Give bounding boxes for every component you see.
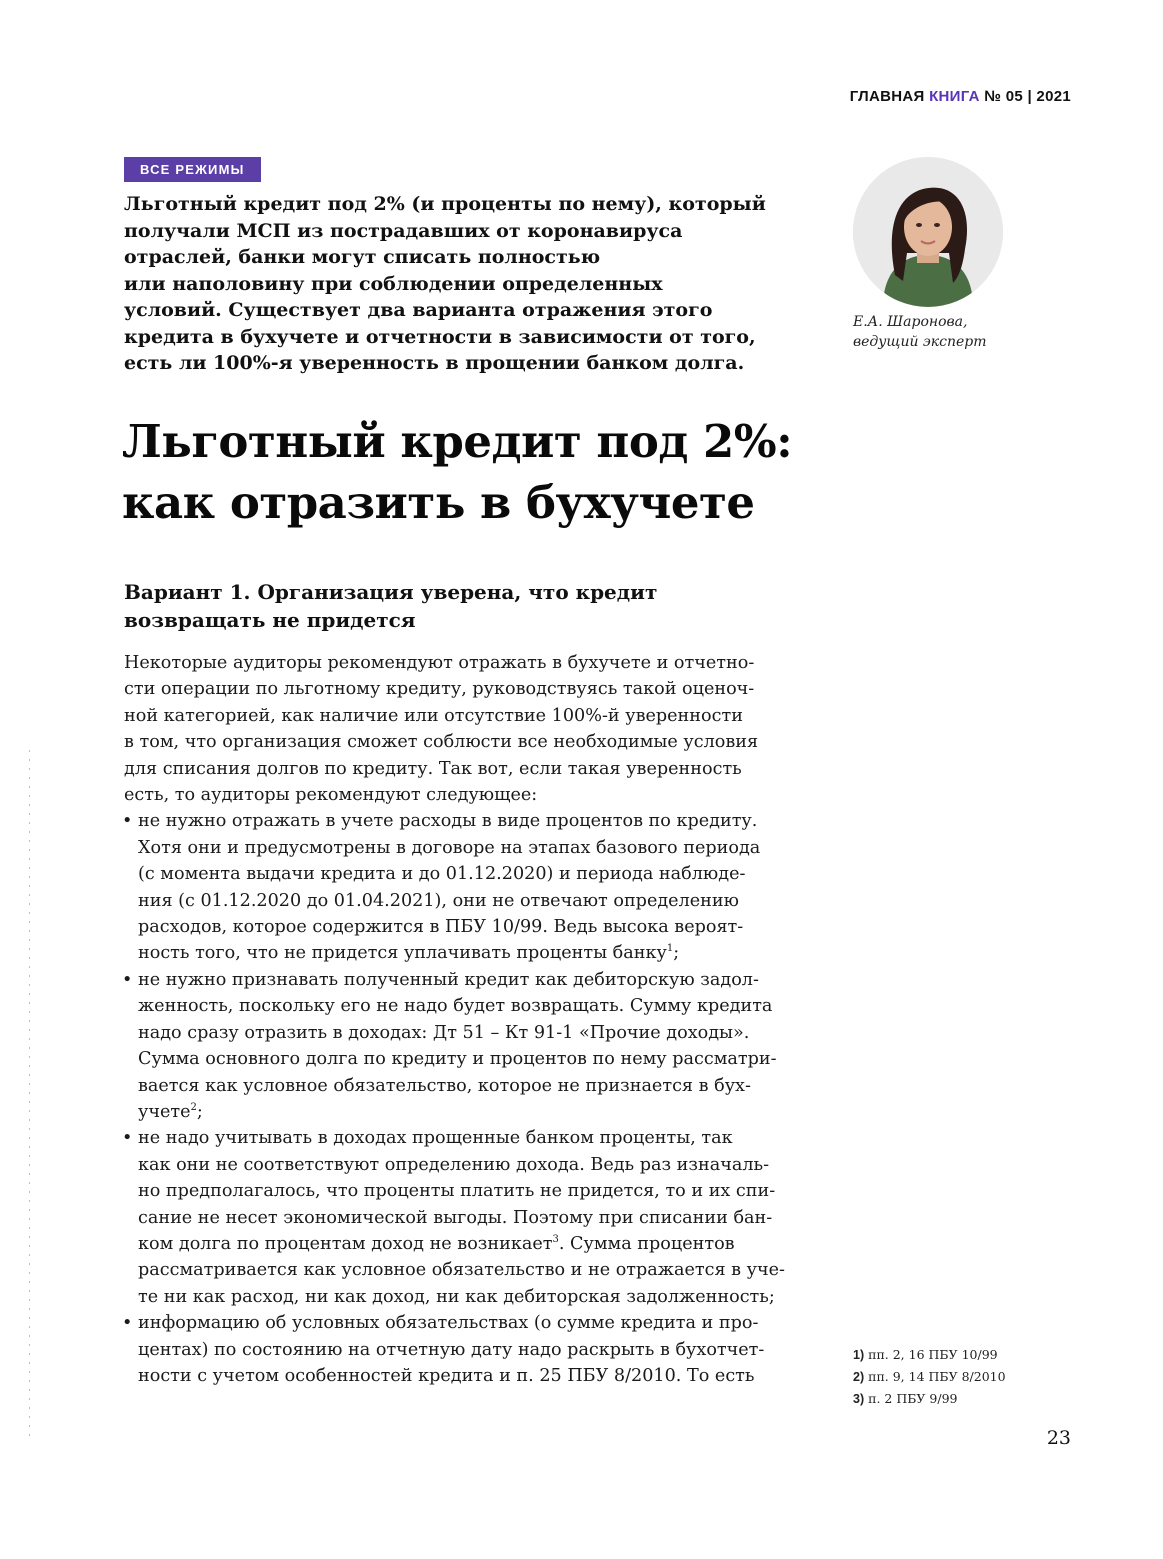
list-item-line — [138, 1231, 804, 1257]
list-item-line: • не нужно отражать в учете расходы в виде процентов по кредиту. — [138, 811, 758, 832]
list-item-line: • не нужно признавать полученный кредит как дебиторскую задол- — [138, 969, 759, 990]
title-line-2: как отразить в бухучете — [122, 476, 755, 529]
recommendations-list — [124, 808, 804, 1389]
footnote-text: п. 2 ПБУ 9/99 — [868, 1391, 958, 1406]
list-item-line: надо сразу отразить в доходах: Дт 51 – Кт 91-1 «Прочие доходы». — [138, 1022, 750, 1043]
lead-line: условий. Существует два варианта отражения этого — [124, 299, 713, 321]
footnote-number: 1) — [853, 1348, 865, 1362]
page-number: 23 — [1046, 1427, 1071, 1449]
brand-main: ГЛАВНАЯ — [849, 88, 925, 105]
footnote-ref[interactable]: 3 — [552, 1234, 559, 1246]
list-item-line: женность, поскольку его не надо будет возвращать. Сумму кредита — [138, 996, 773, 1017]
list-item-line — [138, 1099, 804, 1125]
list-item-line: ности с учетом особенностей кредита и п. 25 ПБУ 8/2010. То есть — [138, 1365, 755, 1386]
intro-line: сти операции по льготному кредиту, руководствуясь такой оценоч- — [124, 679, 755, 700]
magazine-header — [850, 88, 1071, 105]
author-photo — [853, 157, 1003, 307]
list-item-line: Сумма основного долга по кредиту и процентов по нему рассматри- — [138, 1049, 777, 1070]
list-item-line: вается как условное обязательство, которое не признается в бух- — [138, 1075, 751, 1096]
author-name: Е.А. Шаронова, — [853, 314, 968, 330]
footnote-number: 3) — [853, 1392, 865, 1406]
author-portrait-icon — [853, 157, 1003, 307]
category-tag[interactable]: ВСЕ РЕЖИМЫ — [124, 157, 261, 182]
lead-line: отраслей, банки могут списать полностью — [124, 246, 601, 268]
footnote-ref[interactable]: 2 — [190, 1102, 197, 1114]
list-item-line: ния (с 01.12.2020 до 01.04.2021), они не отвечают определению — [138, 890, 739, 911]
lead-line: или наполовину при соблюдении определенных — [124, 272, 663, 295]
intro-line: в том, что организация сможет соблюсти все необходимые условия — [124, 732, 759, 753]
list-item-text: ; — [673, 943, 680, 964]
author-caption — [853, 312, 1053, 352]
list-item-line: (с момента выдачи кредита и до 01.12.2020) и периода наблюде- — [138, 864, 746, 885]
list-item-text: . Сумма процентов — [558, 1233, 735, 1254]
list-item-line: • не надо учитывать в доходах прощенные банком проценты, так — [138, 1128, 733, 1149]
list-item-line: но предполагалось, что проценты платить не придется, то и их спи- — [138, 1181, 776, 1202]
list-item-line — [138, 940, 804, 966]
intro-line: ной категорией, как наличие или отсутствие 100%-й уверенности — [124, 705, 743, 726]
section-heading-line-2: возвращать не придется — [124, 608, 416, 632]
section-heading — [124, 578, 804, 634]
article-body — [124, 650, 804, 1389]
title-line-1: Льготный кредит под 2%: — [122, 415, 793, 468]
footnote — [853, 1344, 1073, 1366]
page-edge-marks — [29, 750, 30, 1440]
list-item-line: центах) по состоянию на отчетную дату надо раскрыть в бухотчет- — [138, 1339, 765, 1360]
lead-line: кредита в бухучете и отчетности в зависимости от того, — [124, 325, 756, 348]
section-heading-line-1: Вариант 1. Организация уверена, что кредит — [124, 580, 658, 604]
footnote — [853, 1366, 1073, 1388]
footnotes — [853, 1344, 1073, 1410]
lead-line: получали МСП из пострадавших от коронавируса — [124, 219, 683, 242]
list-item-line: • информацию об условных обязательствах (о сумме кредита и про- — [138, 1313, 759, 1334]
list-item — [124, 1310, 804, 1389]
list-item-text: ; — [196, 1101, 203, 1122]
footnote-text: пп. 2, 16 ПБУ 10/99 — [868, 1347, 998, 1362]
list-item-text: ком долга по процентам доход не возникает — [138, 1233, 553, 1254]
brand-accent: КНИГА — [929, 88, 980, 105]
issue-number: № 05 | 2021 — [984, 88, 1071, 105]
list-item-text: учете — [138, 1101, 191, 1122]
intro-paragraph — [124, 650, 804, 808]
author-position: ведущий эксперт — [853, 334, 987, 350]
lead-paragraph — [124, 191, 814, 377]
list-item-line: те ни как расход, ни как доход, ни как дебиторская задолженность; — [138, 1286, 775, 1307]
list-item-line: сание не несет экономической выгоды. Поэтому при списании бан- — [138, 1207, 773, 1228]
article-title — [122, 411, 882, 533]
footnote-ref[interactable]: 1 — [666, 943, 674, 955]
intro-line: есть, то аудиторы рекомендуют следующее: — [124, 785, 538, 806]
intro-line: для списания долгов по кредиту. Так вот, если такая уверенность — [124, 758, 742, 779]
list-item-line: рассматривается как условное обязательство и не отражается в уче- — [138, 1260, 785, 1281]
list-item-line: как они не соответствуют определению дохода. Ведь раз изначаль- — [138, 1154, 770, 1175]
intro-line: Некоторые аудиторы рекомендуют отражать в бухучете и отчетно- — [124, 653, 755, 673]
lead-line: Льготный кредит под 2% (и проценты по нему), который — [124, 193, 766, 215]
list-item-line: расходов, которое содержится в ПБУ 10/99. Ведь высока вероят- — [138, 917, 744, 938]
footnote-number: 2) — [853, 1370, 865, 1384]
lead-line: есть ли 100%-я уверенность в прощении банком долга. — [124, 352, 745, 374]
list-item — [124, 808, 804, 966]
list-item — [124, 967, 804, 1125]
footnote — [853, 1388, 1073, 1410]
list-item-text: ность того, что не придется уплачивать проценты банку — [138, 943, 667, 964]
list-item — [124, 1125, 804, 1310]
footnote-text: пп. 9, 14 ПБУ 8/2010 — [868, 1369, 1006, 1384]
list-item-line: Хотя они и предусмотрены в договоре на этапах базового периода — [138, 837, 761, 858]
